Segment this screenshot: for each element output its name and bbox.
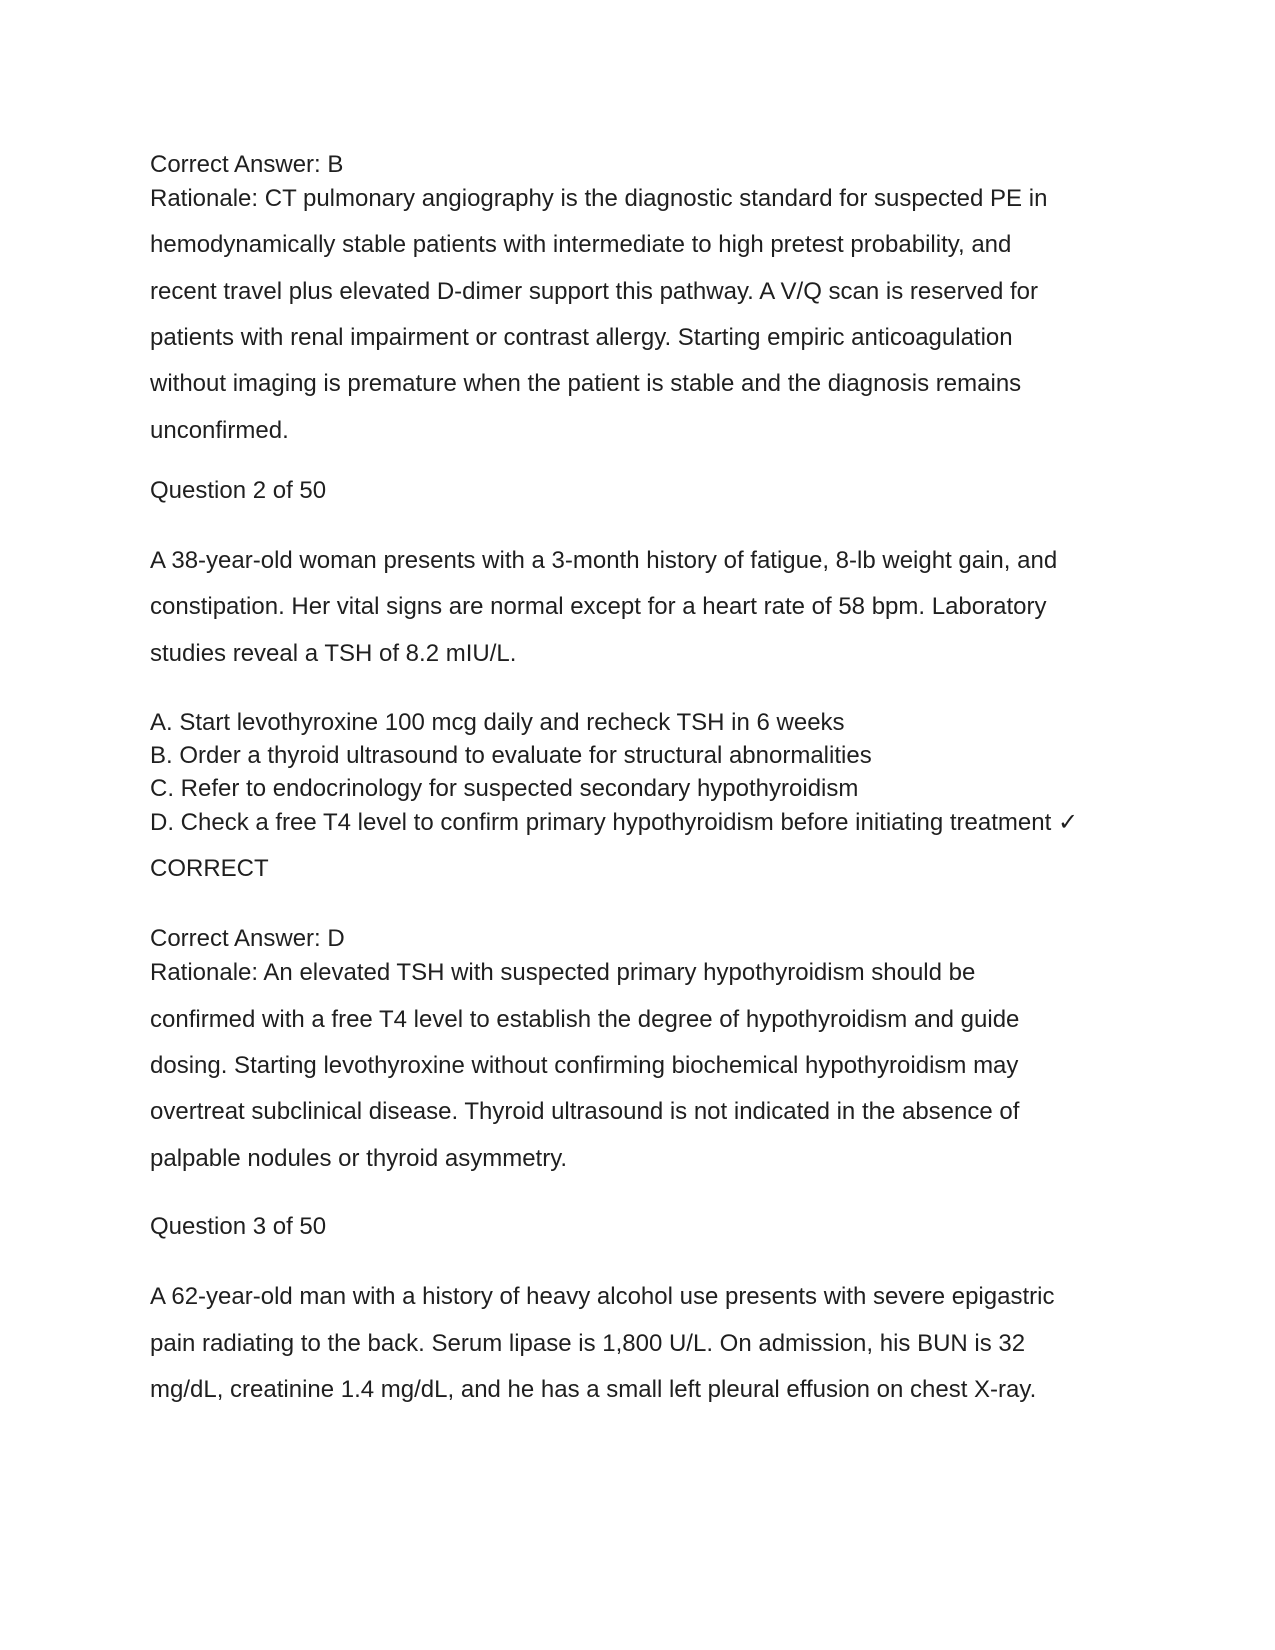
question-stem — [150, 1280, 1054, 1407]
stem-line: constipation. Her vital signs are normal except for a heart rate of 58 bpm. Laboratory — [150, 593, 1047, 620]
answer-block-q2 — [150, 922, 1019, 1176]
option-c[interactable]: C. Refer to endocrinology for suspected secondary hypothyroidism — [150, 775, 859, 802]
answer-options — [150, 706, 1078, 839]
rationale-line: overtreat subclinical disease. Thyroid ultrasound is not indicated in the absence of — [150, 1098, 1020, 1125]
rationale-line: Rationale: An elevated TSH with suspected primary hypothyroidism should be — [150, 959, 976, 986]
option-a[interactable]: A. Start levothyroxine 100 mcg daily and recheck TSH in 6 weeks — [150, 709, 845, 736]
rationale-line: palpable nodules or thyroid asymmetry. — [150, 1144, 568, 1172]
result-label: CORRECT — [150, 855, 269, 882]
stem-line: pain radiating to the back. Serum lipase is 1,800 U/L. On admission, his BUN is 32 — [150, 1329, 1026, 1357]
stem-line: A 38-year-old woman presents with a 3-month history of fatigue, 8-lb weight gain, and — [150, 547, 1058, 574]
question-heading: Question 3 of 50 — [150, 1213, 327, 1240]
rationale-line: recent travel plus elevated D-dimer support this pathway. A V/Q scan is reserved for — [150, 277, 1038, 305]
rationale-line: without imaging is premature when the patient is stable and the diagnosis remains — [150, 370, 1022, 397]
option-d-row[interactable] — [150, 805, 1078, 839]
answer-block-q1 — [150, 148, 1047, 448]
rationale-line: unconfirmed. — [150, 416, 289, 444]
checkmark-icon: ✓ — [1057, 808, 1079, 836]
question-heading: Question 2 of 50 — [150, 477, 327, 504]
option-b[interactable]: B. Order a thyroid ultrasound to evaluate for structural abnormalities — [150, 742, 872, 769]
correct-answer-q2: Correct Answer: D — [150, 925, 345, 952]
option-d: D. Check a free T4 level to confirm primary hypothyroidism before initiating treatment — [150, 809, 1052, 836]
rationale-line: confirmed with a free T4 level to establish the degree of hypothyroidism and guide — [150, 1005, 1020, 1033]
stem-line: mg/dL, creatinine 1.4 mg/dL, and he has a small left pleural effusion on chest X-ray. — [150, 1375, 1037, 1403]
correct-answer-q1: Correct Answer: B — [150, 151, 344, 178]
rationale-line: hemodynamically stable patients with intermediate to high pretest probability, and — [150, 231, 1012, 258]
question-stem — [150, 544, 1057, 671]
rationale-line: dosing. Starting levothyroxine without confirming biochemical hypothyroidism may — [150, 1052, 1019, 1079]
rationale-line: patients with renal impairment or contrast allergy. Starting empiric anticoagulation — [150, 324, 1013, 351]
stem-line: A 62-year-old man with a history of heavy alcohol use presents with severe epigastric — [150, 1283, 1055, 1310]
stem-line: studies reveal a TSH of 8.2 mIU/L. — [150, 639, 517, 667]
rationale-line: Rationale: CT pulmonary angiography is the diagnostic standard for suspected PE in — [150, 185, 1048, 212]
